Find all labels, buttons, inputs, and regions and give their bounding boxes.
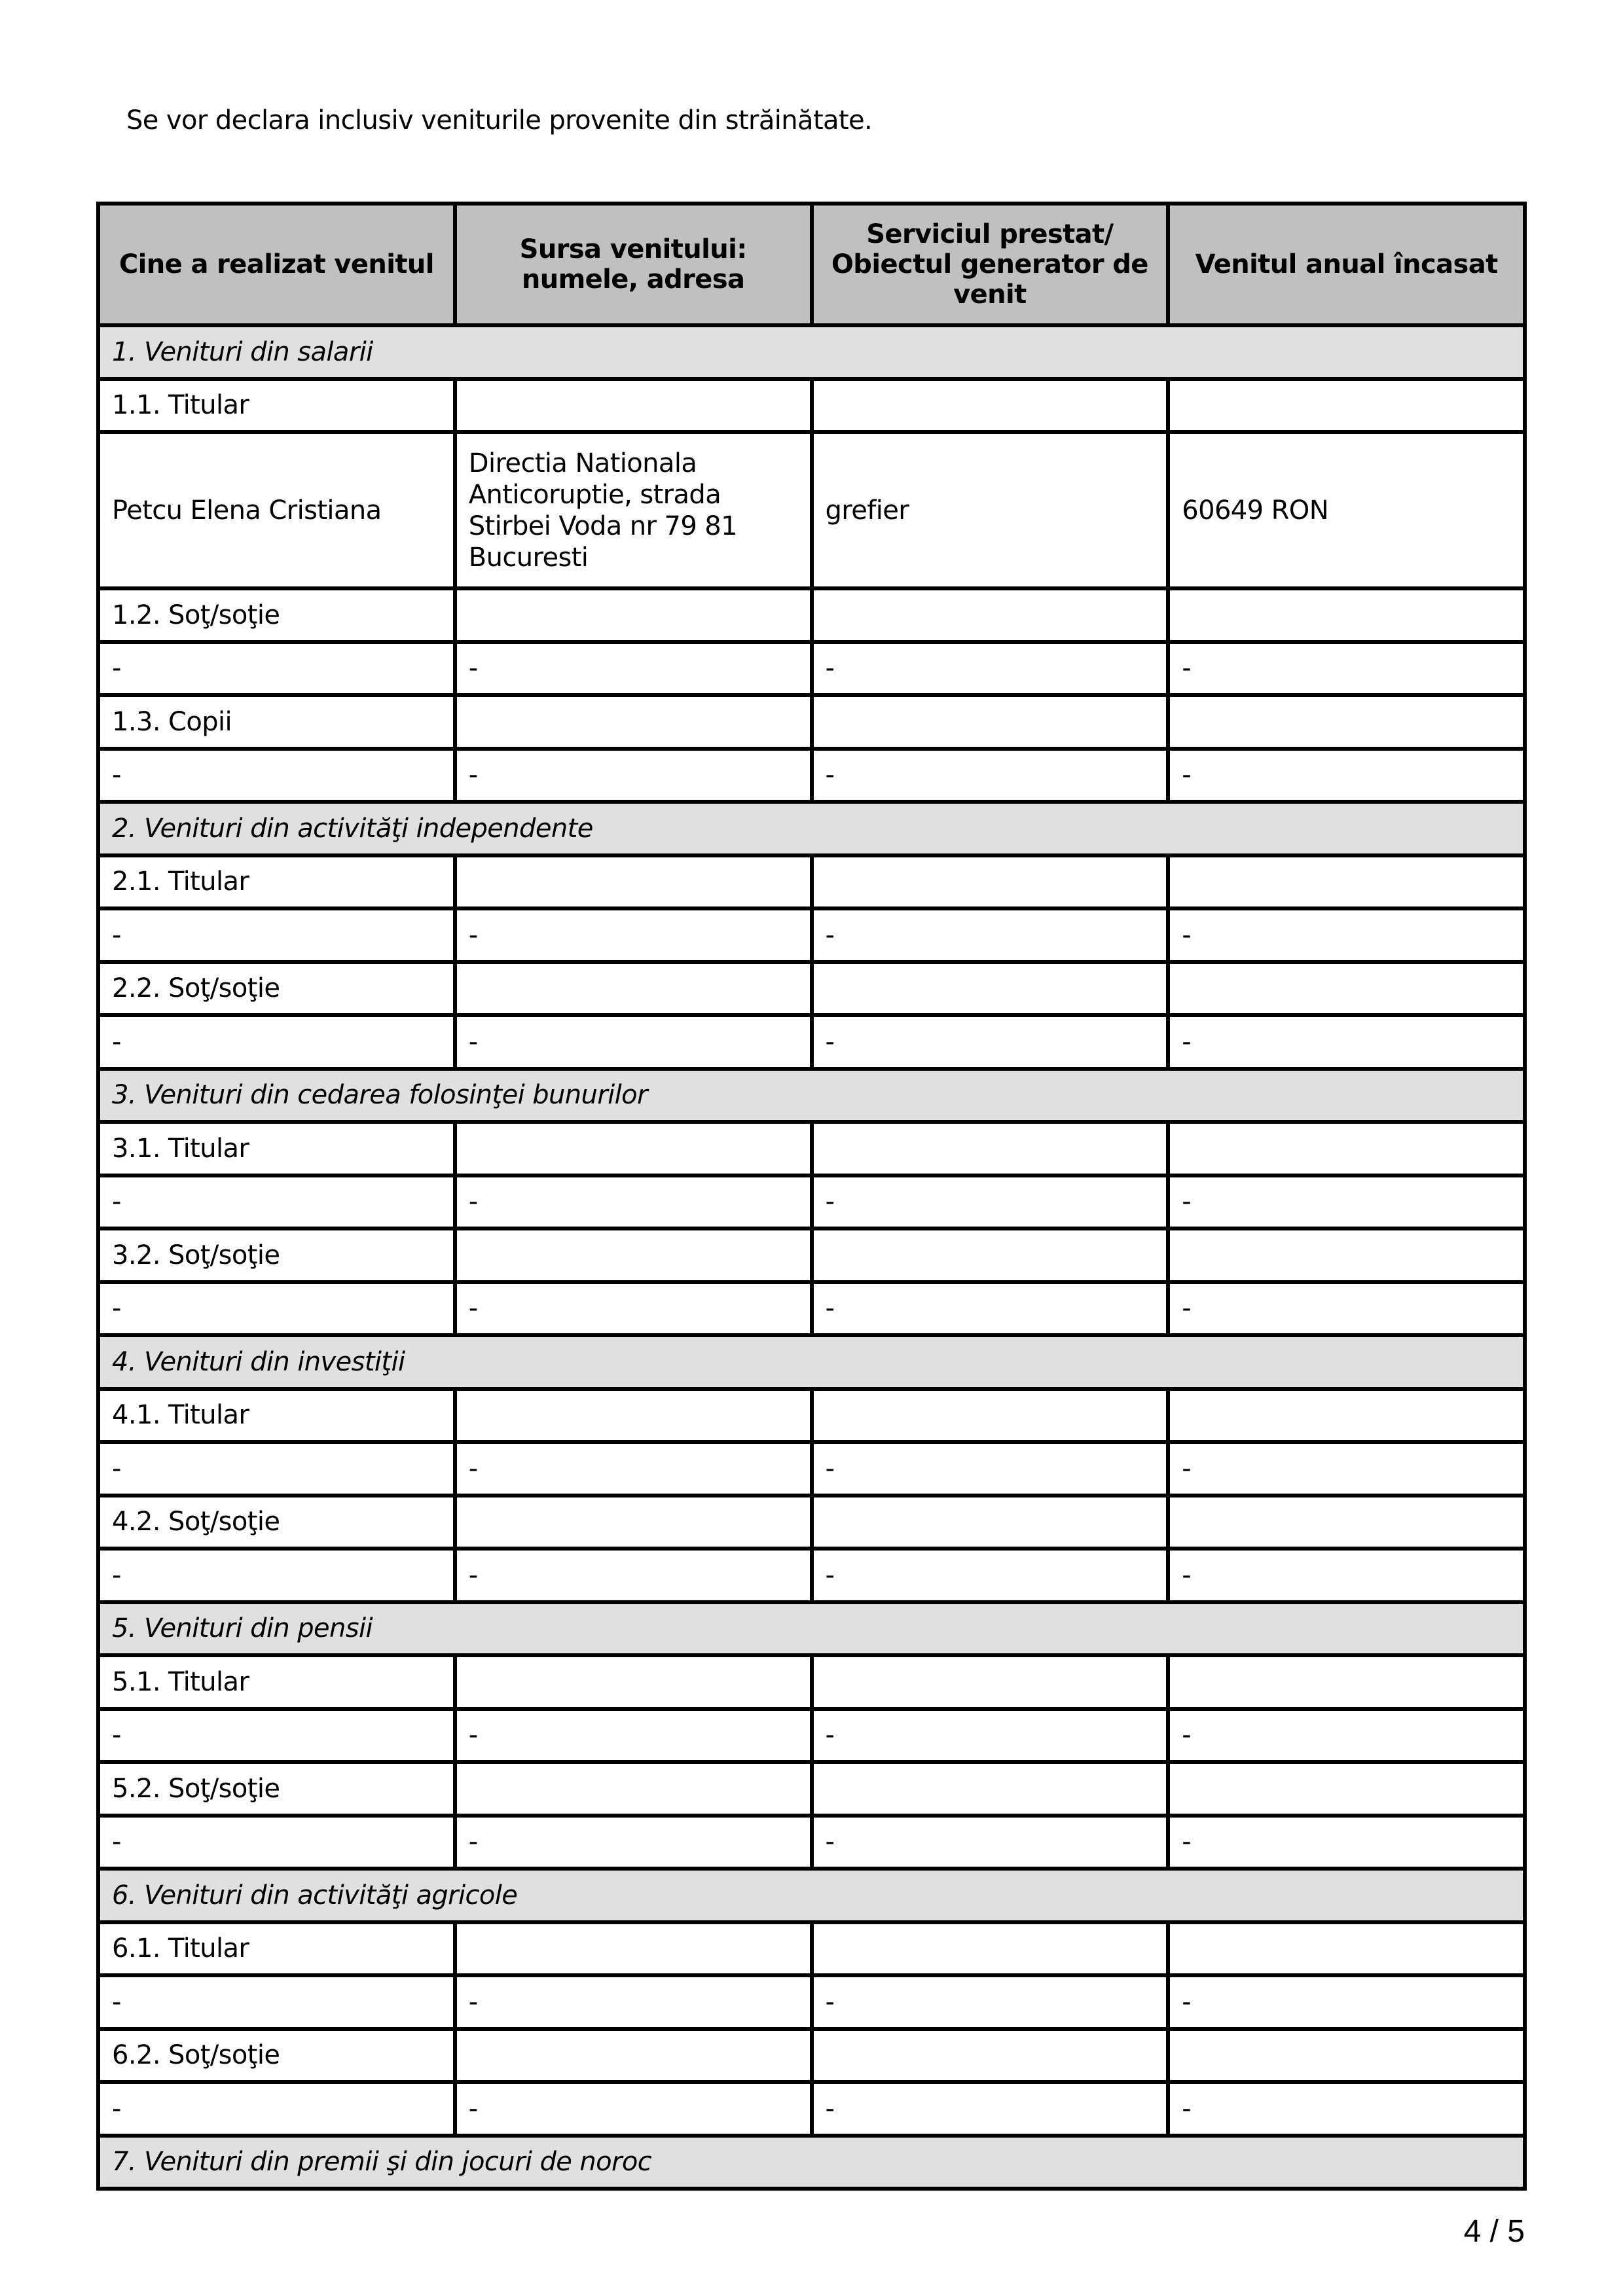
cell-service: [812, 1762, 1169, 1816]
cell-who: 1.2. Soţ/soţie: [98, 588, 455, 642]
table-row: [98, 379, 1525, 433]
cell-annual-income: -: [1168, 1282, 1525, 1336]
cell-annual-income: -: [1168, 642, 1525, 696]
cell-service: -: [812, 1175, 1169, 1229]
cell-annual-income: -: [1168, 1709, 1525, 1763]
cell-service: -: [812, 1282, 1169, 1336]
cell-service: -: [812, 1549, 1169, 1602]
section-row: [98, 1069, 1525, 1122]
cell-service: -: [812, 749, 1169, 802]
cell-service: -: [812, 908, 1169, 962]
section-title: 6. Venituri din activităţi agricole: [98, 1869, 1525, 1922]
cell-source: -: [455, 1442, 812, 1496]
cell-service: [812, 962, 1169, 1016]
cell-who: -: [98, 1549, 455, 1602]
cell-source: -: [455, 2082, 812, 2136]
section-title: 7. Venituri din premii şi din jocuri de noroc: [98, 2136, 1525, 2189]
cell-who: -: [98, 1175, 455, 1229]
cell-who: -: [98, 1442, 455, 1496]
cell-service: -: [812, 642, 1169, 696]
table-row: [98, 642, 1525, 696]
section-row: [98, 325, 1525, 379]
cell-who: 3.2. Soţ/soţie: [98, 1229, 455, 1282]
cell-service: [812, 1655, 1169, 1709]
cell-annual-income: [1168, 695, 1525, 749]
cell-source: [455, 1496, 812, 1549]
section-row: [98, 1335, 1525, 1389]
table-header-row: [98, 204, 1525, 325]
cell-who: 2.2. Soţ/soţie: [98, 962, 455, 1016]
cell-who: 3.1. Titular: [98, 1122, 455, 1175]
cell-source: [455, 1389, 812, 1443]
table-row: [98, 1549, 1525, 1602]
cell-source: [455, 1655, 812, 1709]
cell-who: -: [98, 908, 455, 962]
cell-source: [455, 1762, 812, 1816]
cell-source: -: [455, 1015, 812, 1069]
cell-service: [812, 695, 1169, 749]
table-row: [98, 1922, 1525, 1976]
cell-who: 1.1. Titular: [98, 379, 455, 433]
cell-annual-income: [1168, 2029, 1525, 2083]
table-row: [98, 749, 1525, 802]
section-title: 4. Venituri din investiţii: [98, 1335, 1525, 1389]
cell-source: -: [455, 642, 812, 696]
cell-annual-income: -: [1168, 908, 1525, 962]
intro-text: Se vor declara inclusiv veniturile provenite din străinătate.: [126, 105, 873, 135]
table-row: [98, 1762, 1525, 1816]
cell-source: [455, 1229, 812, 1282]
cell-service: -: [812, 1709, 1169, 1763]
table-row: [98, 1816, 1525, 1869]
cell-source: Directia Nationala Anticoruptie, strada Stirbei Voda nr 79 81 Bucuresti: [455, 432, 812, 588]
table-row: [98, 1229, 1525, 1282]
table-row: [98, 1709, 1525, 1763]
section-row: [98, 802, 1525, 855]
header-annual-income: Venitul anual încasat: [1168, 204, 1525, 325]
cell-who: 2.1. Titular: [98, 855, 455, 909]
cell-who: 4.2. Soţ/soţie: [98, 1496, 455, 1549]
table-row: [98, 2082, 1525, 2136]
cell-annual-income: -: [1168, 749, 1525, 802]
cell-source: -: [455, 1709, 812, 1763]
cell-service: [812, 1122, 1169, 1175]
section-row: [98, 1869, 1525, 1922]
cell-annual-income: [1168, 855, 1525, 909]
table-row: [98, 1389, 1525, 1443]
section-row: [98, 2136, 1525, 2189]
cell-who: -: [98, 1975, 455, 2029]
cell-source: [455, 695, 812, 749]
cell-service: [812, 1229, 1169, 1282]
cell-who: 1.3. Copii: [98, 695, 455, 749]
cell-service: [812, 1496, 1169, 1549]
table-row: [98, 1496, 1525, 1549]
cell-annual-income: [1168, 1762, 1525, 1816]
header-who: Cine a realizat venitul: [98, 204, 455, 325]
cell-source: [455, 588, 812, 642]
cell-annual-income: [1168, 1229, 1525, 1282]
cell-service: [812, 855, 1169, 909]
cell-annual-income: -: [1168, 1015, 1525, 1069]
table-row: [98, 695, 1525, 749]
cell-who: -: [98, 1816, 455, 1869]
cell-source: [455, 1922, 812, 1976]
table-row: [98, 1015, 1525, 1069]
cell-source: -: [455, 749, 812, 802]
income-table: [96, 202, 1527, 2191]
cell-who: 6.2. Soţ/soţie: [98, 2029, 455, 2083]
section-row: [98, 1602, 1525, 1656]
cell-service: -: [812, 2082, 1169, 2136]
cell-service: -: [812, 1015, 1169, 1069]
cell-who: -: [98, 1709, 455, 1763]
table-row: [98, 855, 1525, 909]
cell-source: -: [455, 1975, 812, 2029]
cell-service: [812, 1922, 1169, 1976]
cell-who: -: [98, 1282, 455, 1336]
cell-who: -: [98, 749, 455, 802]
cell-annual-income: -: [1168, 1175, 1525, 1229]
cell-annual-income: [1168, 1496, 1525, 1549]
cell-service: -: [812, 1816, 1169, 1869]
table-row: [98, 908, 1525, 962]
table-row: [98, 2029, 1525, 2083]
cell-who: 4.1. Titular: [98, 1389, 455, 1443]
cell-source: -: [455, 908, 812, 962]
cell-who: 5.2. Soţ/soţie: [98, 1762, 455, 1816]
cell-source: -: [455, 1549, 812, 1602]
cell-service: [812, 379, 1169, 433]
cell-annual-income: [1168, 1922, 1525, 1976]
cell-annual-income: [1168, 588, 1525, 642]
table-row: [98, 962, 1525, 1016]
cell-annual-income: [1168, 1655, 1525, 1709]
cell-service: [812, 588, 1169, 642]
table-row: [98, 588, 1525, 642]
cell-who: 5.1. Titular: [98, 1655, 455, 1709]
table-row: [98, 1282, 1525, 1336]
section-title: 3. Venituri din cedarea folosinţei bunurilor: [98, 1069, 1525, 1122]
section-title: 1. Venituri din salarii: [98, 325, 1525, 379]
cell-annual-income: [1168, 962, 1525, 1016]
cell-service: [812, 1389, 1169, 1443]
table-row: [98, 1122, 1525, 1175]
cell-source: -: [455, 1282, 812, 1336]
cell-source: [455, 1122, 812, 1175]
cell-who: -: [98, 2082, 455, 2136]
table-row: [98, 1655, 1525, 1709]
cell-source: -: [455, 1816, 812, 1869]
cell-who: -: [98, 642, 455, 696]
cell-annual-income: [1168, 1122, 1525, 1175]
cell-annual-income: [1168, 1389, 1525, 1443]
cell-source: -: [455, 1175, 812, 1229]
section-title: 5. Venituri din pensii: [98, 1602, 1525, 1656]
page-number: 4 / 5: [1463, 2214, 1525, 2249]
header-service: Serviciul prestat/ Obiectul generator de venit: [812, 204, 1169, 325]
cell-service: -: [812, 1975, 1169, 2029]
cell-annual-income: 60649 RON: [1168, 432, 1525, 588]
header-source: Sursa venitului: numele, adresa: [455, 204, 812, 325]
cell-who: -: [98, 1015, 455, 1069]
cell-who: 6.1. Titular: [98, 1922, 455, 1976]
cell-service: [812, 2029, 1169, 2083]
table-row: [98, 1975, 1525, 2029]
cell-service: grefier: [812, 432, 1169, 588]
cell-who: Petcu Elena Cristiana: [98, 432, 455, 588]
cell-source: [455, 855, 812, 909]
table-body: [98, 325, 1525, 2189]
cell-source: [455, 962, 812, 1016]
cell-service: -: [812, 1442, 1169, 1496]
cell-annual-income: -: [1168, 1816, 1525, 1869]
cell-source: [455, 379, 812, 433]
cell-annual-income: -: [1168, 1549, 1525, 1602]
table-row: [98, 1442, 1525, 1496]
section-title: 2. Venituri din activităţi independente: [98, 802, 1525, 855]
cell-annual-income: -: [1168, 1442, 1525, 1496]
table-row: [98, 432, 1525, 588]
cell-annual-income: [1168, 379, 1525, 433]
cell-annual-income: -: [1168, 2082, 1525, 2136]
cell-annual-income: -: [1168, 1975, 1525, 2029]
table-row: [98, 1175, 1525, 1229]
cell-source: [455, 2029, 812, 2083]
